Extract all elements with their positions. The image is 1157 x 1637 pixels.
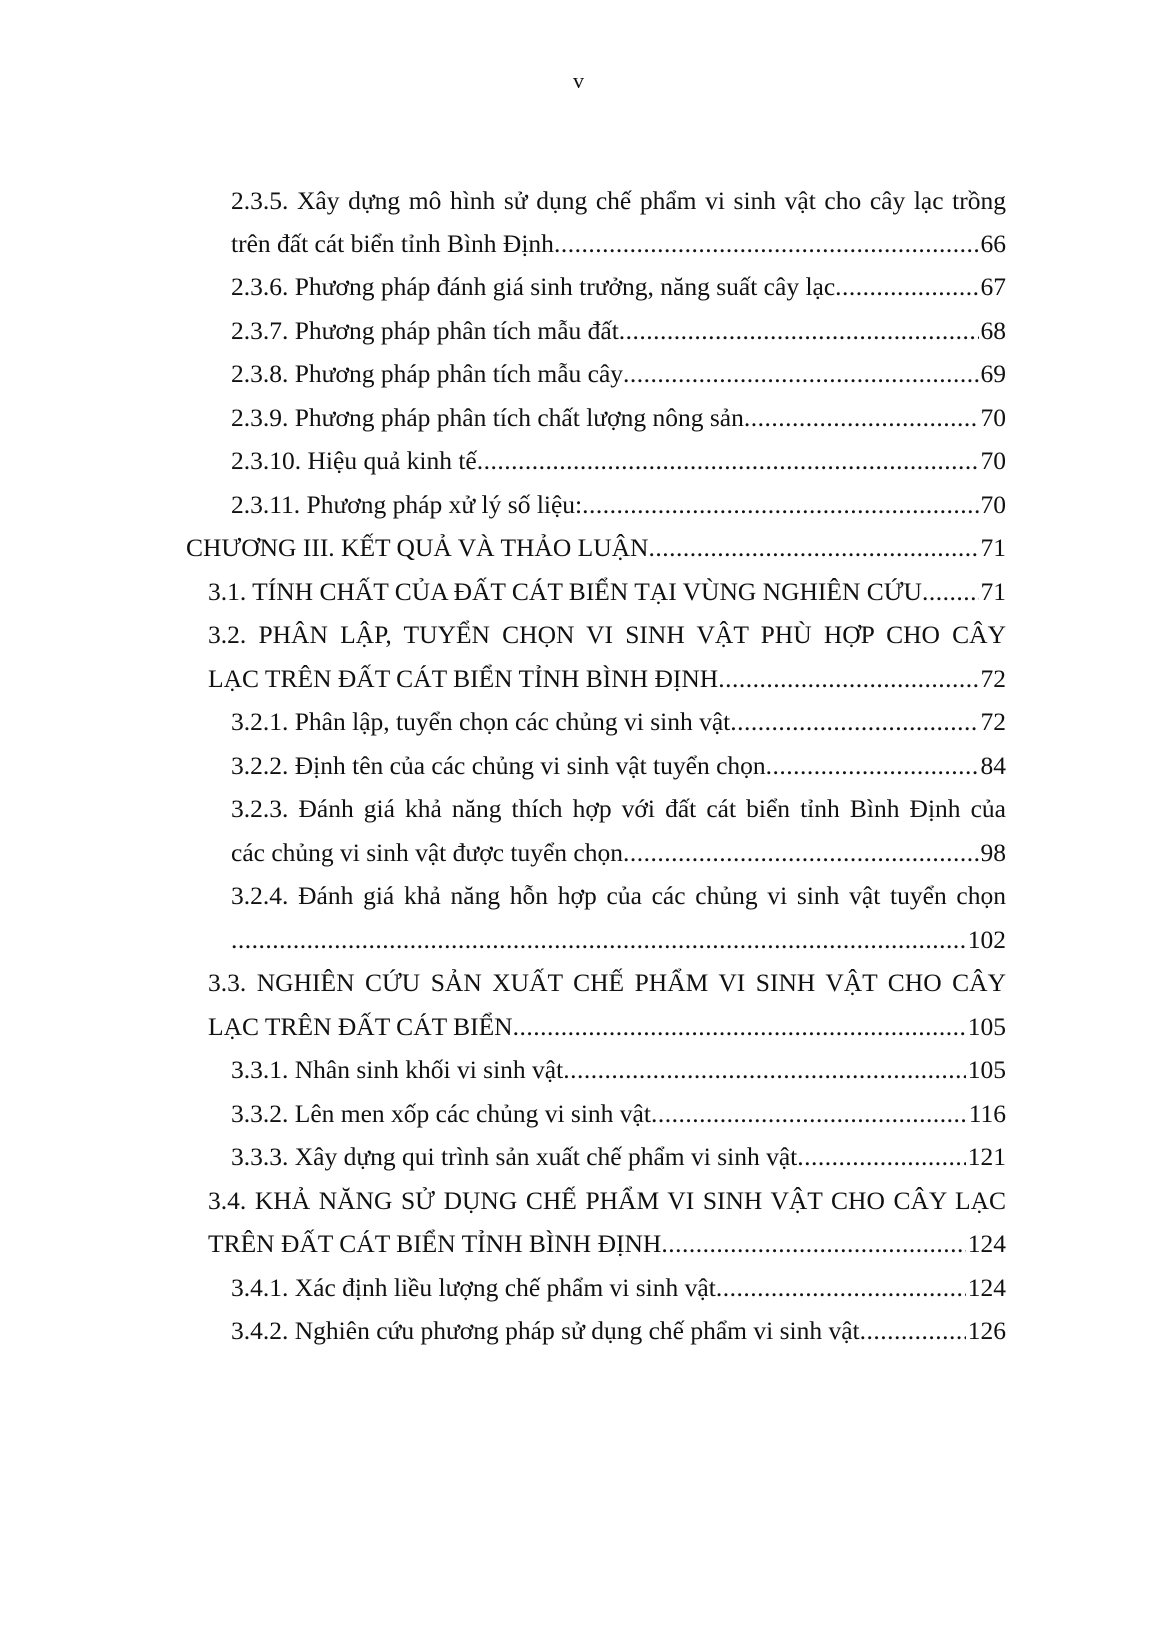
toc-title: 2.3.7. Phương pháp phân tích mẫu đất bbox=[231, 316, 619, 345]
toc-entry-3-4-line2[interactable] bbox=[208, 1221, 1006, 1266]
toc-title: 2.3.10. Hiệu quả kinh tế bbox=[231, 446, 477, 475]
toc-entry-3-2-line1[interactable]: 3.2. PHÂN LẬP, TUYỂN CHỌN VI SINH VẬT PHÙ HỢP CHO CÂY bbox=[208, 620, 1006, 649]
dot-leader bbox=[716, 1265, 966, 1310]
toc-entry-3-2-4-line1[interactable]: 3.2.4. Đánh giá khả năng hỗn hợp của các chủng vi sinh vật tuyển chọn bbox=[231, 881, 1006, 910]
dot-leader bbox=[554, 221, 979, 266]
toc-page-number: 124 bbox=[967, 1273, 1006, 1302]
toc-title: 2.3.9. Phương pháp phân tích chất lượng nông sản bbox=[231, 403, 744, 432]
dot-leader bbox=[623, 830, 979, 875]
dot-leader bbox=[619, 308, 979, 353]
toc-page-number: 71 bbox=[980, 533, 1006, 562]
dot-leader bbox=[623, 351, 978, 396]
toc-page-number: 72 bbox=[980, 707, 1006, 736]
toc-page-number: 69 bbox=[980, 359, 1006, 388]
toc-entry-3-3-2[interactable] bbox=[231, 1091, 1006, 1136]
dot-leader bbox=[860, 1308, 966, 1353]
toc-entry-3-2-line2[interactable] bbox=[208, 656, 1006, 701]
dot-leader bbox=[563, 1047, 966, 1092]
dot-leader bbox=[477, 438, 979, 483]
dot-leader bbox=[922, 569, 979, 614]
toc-page-number: 121 bbox=[967, 1142, 1006, 1171]
dot-leader bbox=[648, 525, 978, 570]
toc-page-number: 70 bbox=[980, 446, 1006, 475]
toc-entry-2-3-9[interactable] bbox=[231, 395, 1006, 440]
dot-leader bbox=[718, 656, 978, 701]
toc-title: trên đất cát biển tỉnh Bình Định bbox=[231, 229, 554, 258]
toc-entry-3-3-line2[interactable] bbox=[208, 1004, 1006, 1049]
toc-page-number: 116 bbox=[968, 1099, 1006, 1128]
dot-leader bbox=[730, 699, 978, 744]
toc-title: 3.2.1. Phân lập, tuyển chọn các chủng vi sinh vật bbox=[231, 707, 731, 736]
dot-leader bbox=[582, 482, 978, 527]
toc-title: 2.3.8. Phương pháp phân tích mẫu cây bbox=[231, 359, 624, 388]
toc-entry-3-3-1[interactable] bbox=[231, 1047, 1006, 1092]
toc-entry-3-2-3-line1[interactable]: 3.2.3. Đánh giá khả năng thích hợp với đất cát biển tỉnh Bình Định của bbox=[231, 794, 1006, 823]
toc-entry-3-4-1[interactable] bbox=[231, 1265, 1006, 1310]
dot-leader bbox=[766, 743, 979, 788]
toc-page-number: 102 bbox=[967, 925, 1006, 954]
toc-title: 2.3.11. Phương pháp xử lý số liệu: bbox=[231, 490, 583, 519]
toc-title: 3.3.2. Lên men xốp các chủng vi sinh vật bbox=[231, 1099, 651, 1128]
page-number: v bbox=[573, 68, 584, 93]
dot-leader bbox=[661, 1221, 965, 1266]
toc-page-number: 105 bbox=[967, 1055, 1006, 1084]
toc-page-number: 67 bbox=[980, 272, 1006, 301]
toc-title: 3.1. TÍNH CHẤT CỦA ĐẤT CÁT BIỂN TẠI VÙNG NGHIÊN CỨU bbox=[208, 577, 922, 606]
toc-entry-3-3-3[interactable] bbox=[231, 1134, 1006, 1179]
toc-page-number: 71 bbox=[980, 577, 1006, 606]
toc-entry-3-4-line1[interactable]: 3.4. KHẢ NĂNG SỬ DỤNG CHẾ PHẨM VI SINH VẬT CHO CÂY LẠC bbox=[208, 1186, 1006, 1215]
toc-title: LẠC TRÊN ĐẤT CÁT BIỂN TỈNH BÌNH ĐỊNH bbox=[208, 664, 719, 693]
toc-entry-2-3-6[interactable] bbox=[231, 264, 1006, 309]
dot-leader bbox=[744, 395, 979, 440]
dot-leader bbox=[651, 1091, 967, 1136]
toc-page-number: 105 bbox=[967, 1012, 1006, 1041]
dot-leader bbox=[835, 264, 978, 309]
toc-entry-3-2-1[interactable] bbox=[231, 699, 1006, 744]
dot-leader bbox=[513, 1004, 966, 1049]
toc-entry-3-3-line1[interactable]: 3.3. NGHIÊN CỨU SẢN XUẤT CHẾ PHẨM VI SINH VẬT CHO CÂY bbox=[208, 968, 1006, 997]
toc-page-number: 70 bbox=[980, 490, 1006, 519]
toc-page-number: 124 bbox=[967, 1229, 1006, 1258]
toc-title: 3.4.2. Nghiên cứu phương pháp sử dụng chế phẩm vi sinh vật bbox=[231, 1316, 860, 1345]
toc-title: các chủng vi sinh vật được tuyển chọn bbox=[231, 838, 623, 867]
toc-entry-2-3-11[interactable] bbox=[231, 482, 1006, 527]
toc-page-number: 126 bbox=[967, 1316, 1006, 1345]
toc-entry-2-3-7[interactable] bbox=[231, 308, 1006, 353]
toc-title: 3.3.1. Nhân sinh khối vi sinh vật bbox=[231, 1055, 564, 1084]
toc-page-number: 72 bbox=[980, 664, 1006, 693]
toc-entry-3-2-2[interactable] bbox=[231, 743, 1006, 788]
dot-leader bbox=[797, 1134, 966, 1179]
toc-title: CHƯƠNG III. KẾT QUẢ VÀ THẢO LUẬN bbox=[186, 533, 649, 562]
toc-page-number: 70 bbox=[980, 403, 1006, 432]
dot-leader bbox=[231, 917, 966, 962]
toc-entry-3-2-3-line2[interactable] bbox=[231, 830, 1006, 875]
toc-title: 3.2.2. Định tên của các chủng vi sinh vật tuyển chọn bbox=[231, 751, 766, 780]
toc-entry-3-1[interactable] bbox=[208, 569, 1006, 614]
toc-title: 3.3.3. Xây dựng qui trình sản xuất chế phẩm vi sinh vật bbox=[231, 1142, 798, 1171]
toc-entry-2-3-10[interactable] bbox=[231, 438, 1006, 483]
toc-entry-2-3-5-line1[interactable]: 2.3.5. Xây dựng mô hình sử dụng chế phẩm vi sinh vật cho cây lạc trồng bbox=[231, 186, 1006, 215]
toc-page-number: 98 bbox=[980, 838, 1006, 867]
toc-page-number: 84 bbox=[980, 751, 1006, 780]
toc-entry-2-3-5-line2[interactable] bbox=[231, 221, 1006, 266]
toc-entry-3-4-2[interactable] bbox=[231, 1308, 1006, 1353]
toc-page-number: 66 bbox=[980, 229, 1006, 258]
toc-entry-chapter-3[interactable] bbox=[186, 525, 1006, 570]
toc-entry-2-3-8[interactable] bbox=[231, 351, 1006, 396]
toc-title: TRÊN ĐẤT CÁT BIỂN TỈNH BÌNH ĐỊNH bbox=[208, 1229, 662, 1258]
toc-entry-3-2-4-line2[interactable] bbox=[231, 917, 1006, 962]
toc-title: 3.4.1. Xác định liều lượng chế phẩm vi sinh vật bbox=[231, 1273, 716, 1302]
toc-title: LẠC TRÊN ĐẤT CÁT BIỂN bbox=[208, 1012, 513, 1041]
toc-page-number: 68 bbox=[980, 316, 1006, 345]
toc-title: 2.3.6. Phương pháp đánh giá sinh trưởng, năng suất cây lạc bbox=[231, 272, 836, 301]
